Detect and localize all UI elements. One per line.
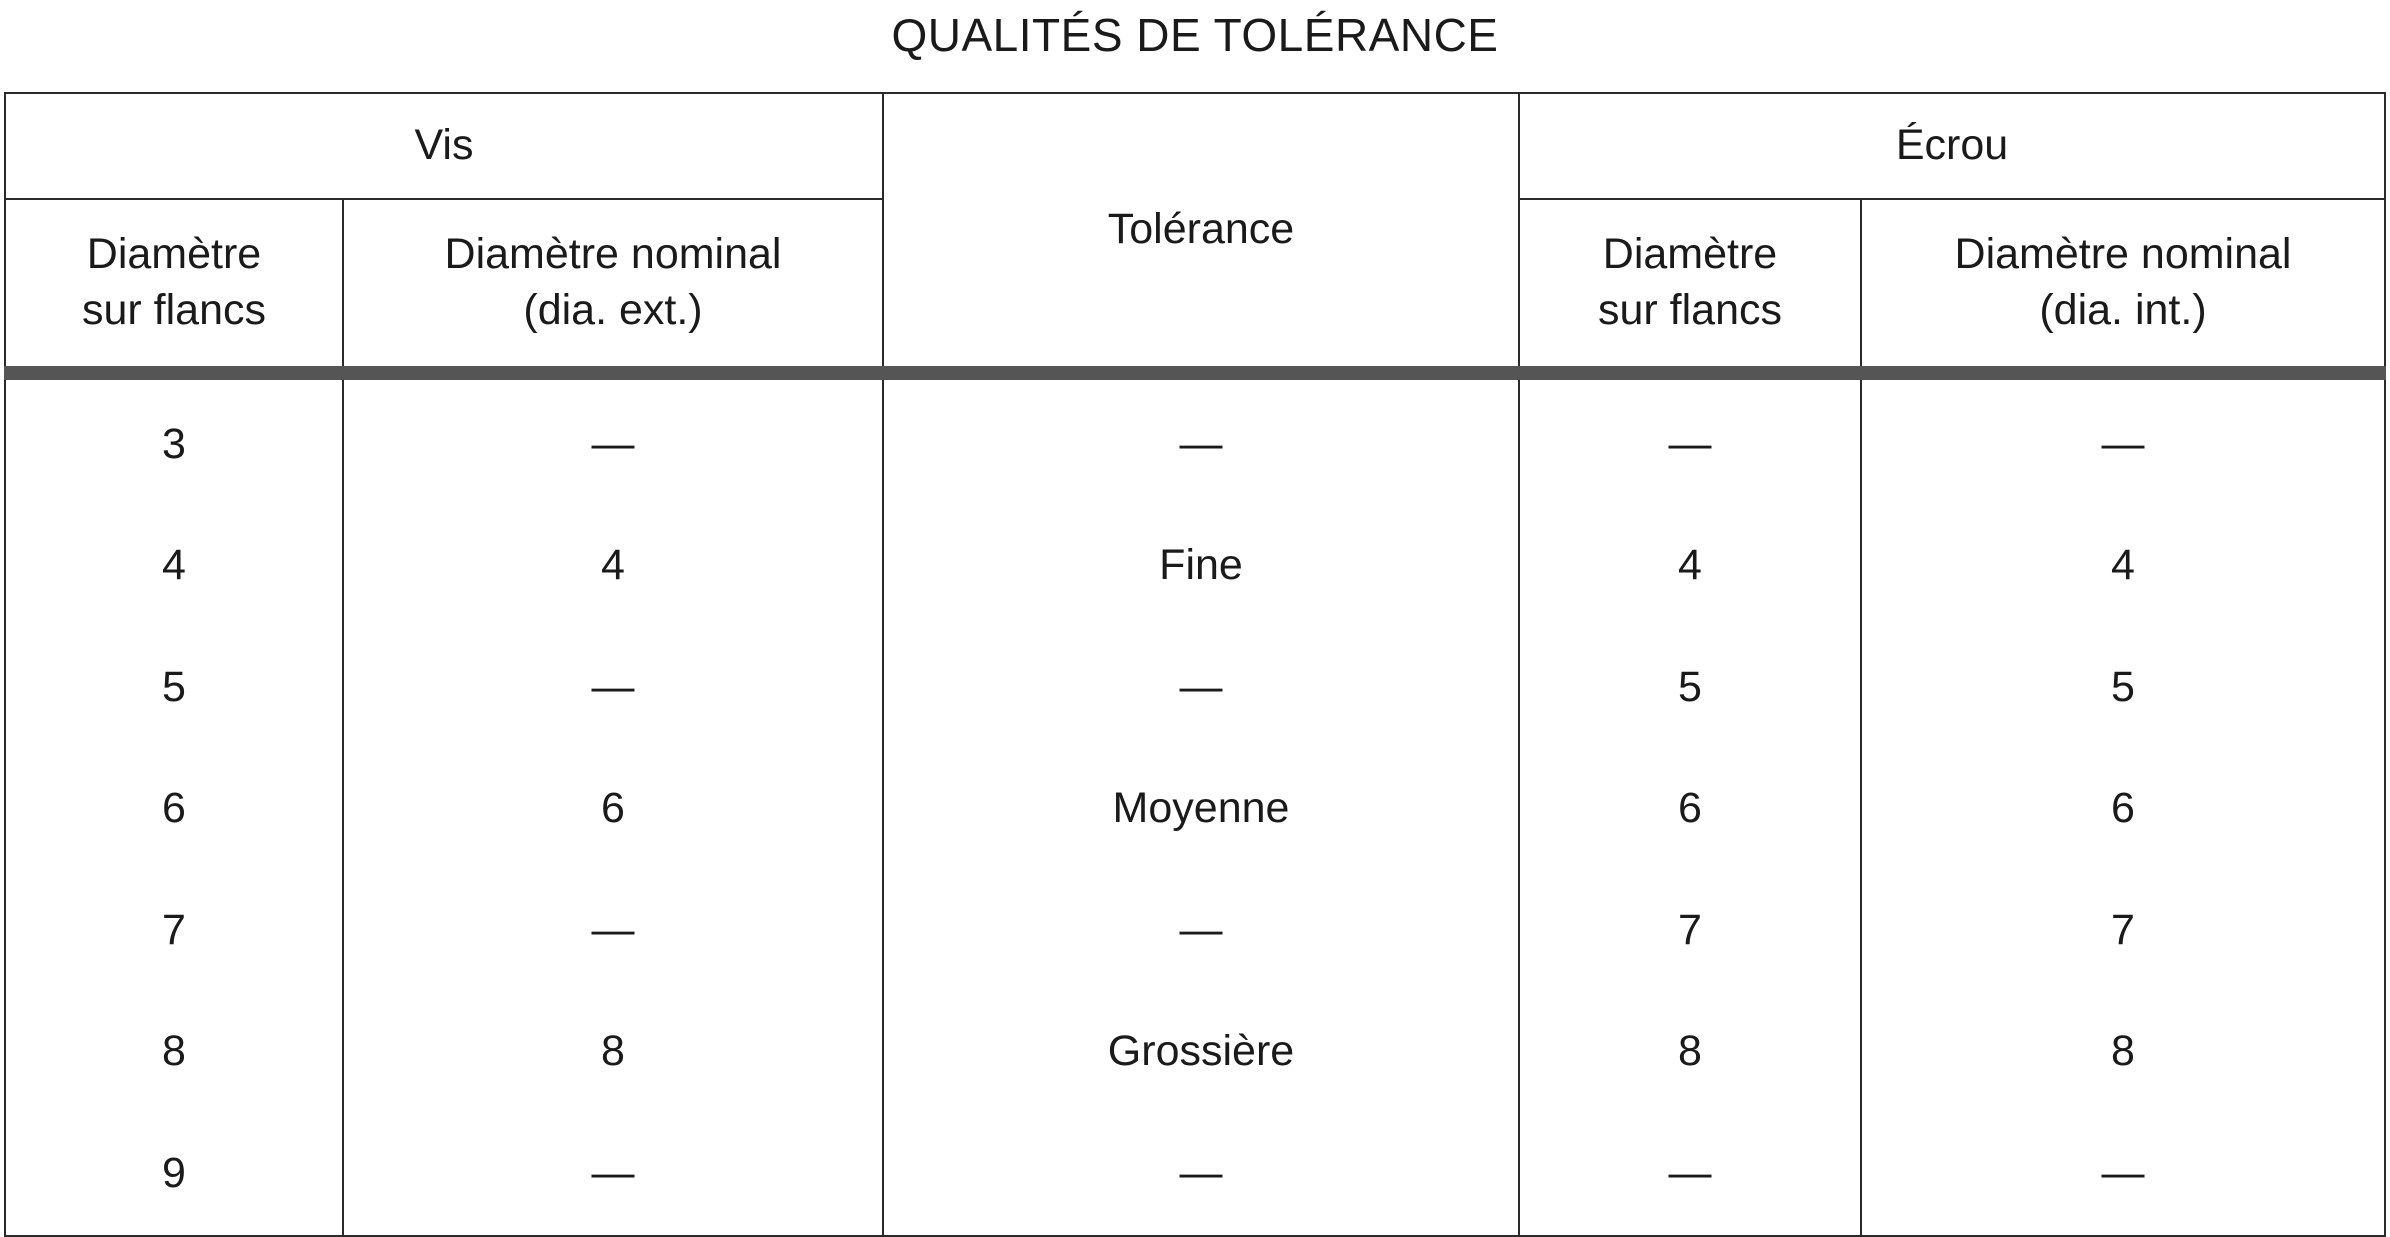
cell-ecrou-nominal: 5 <box>1861 627 2385 749</box>
cell-ecrou-nominal: 6 <box>1861 749 2385 871</box>
table-row <box>5 749 2385 871</box>
cell-ecrou-nominal: 8 <box>1861 992 2385 1114</box>
table-row <box>5 506 2385 628</box>
header-ecrou: Écrou <box>1519 93 2385 199</box>
header-vis-diametre-nominal: Diamètre nominal (dia. ext.) <box>343 199 883 373</box>
cell-vis-flancs: 6 <box>5 749 343 871</box>
cell-vis-flancs: 7 <box>5 870 343 992</box>
cell-ecrou-flancs: 8 <box>1519 992 1861 1114</box>
cell-tolerance: — <box>883 1113 1519 1236</box>
cell-vis-nominal: 8 <box>343 992 883 1114</box>
cell-vis-flancs: 9 <box>5 1113 343 1236</box>
table-title: QUALITÉS DE TOLÉRANCE <box>891 9 1499 61</box>
header-vis: Vis <box>5 93 883 199</box>
cell-tolerance: — <box>883 870 1519 992</box>
cell-vis-flancs: 8 <box>5 992 343 1114</box>
header-vis-diametre-flancs: Diamètre sur flancs <box>5 199 343 373</box>
cell-vis-flancs: 4 <box>5 506 343 628</box>
header-tolerance: Tolérance <box>883 93 1519 373</box>
tolerance-table <box>4 92 2386 1237</box>
cell-ecrou-flancs: 5 <box>1519 627 1861 749</box>
cell-ecrou-flancs: — <box>1519 1113 1861 1236</box>
table-row <box>5 627 2385 749</box>
table-row <box>5 870 2385 992</box>
cell-ecrou-flancs: 7 <box>1519 870 1861 992</box>
cell-vis-nominal: — <box>343 627 883 749</box>
table-row <box>5 992 2385 1114</box>
cell-vis-nominal: 6 <box>343 749 883 871</box>
cell-ecrou-nominal: — <box>1861 373 2385 506</box>
cell-vis-flancs: 3 <box>5 373 343 506</box>
cell-ecrou-flancs: — <box>1519 373 1861 506</box>
cell-vis-nominal: 4 <box>343 506 883 628</box>
cell-tolerance: — <box>883 627 1519 749</box>
header-ecrou-diametre-nominal: Diamètre nominal (dia. int.) <box>1861 199 2385 373</box>
cell-vis-nominal: — <box>343 1113 883 1236</box>
cell-ecrou-nominal: — <box>1861 1113 2385 1236</box>
cell-ecrou-nominal: 4 <box>1861 506 2385 628</box>
table-row <box>5 373 2385 506</box>
cell-tolerance: Fine <box>883 506 1519 628</box>
cell-ecrou-flancs: 4 <box>1519 506 1861 628</box>
cell-ecrou-flancs: 6 <box>1519 749 1861 871</box>
cell-tolerance: — <box>883 373 1519 506</box>
cell-vis-flancs: 5 <box>5 627 343 749</box>
cell-vis-nominal: — <box>343 373 883 506</box>
table-row <box>5 1113 2385 1236</box>
cell-tolerance: Grossière <box>883 992 1519 1114</box>
cell-vis-nominal: — <box>343 870 883 992</box>
cell-tolerance: Moyenne <box>883 749 1519 871</box>
cell-ecrou-nominal: 7 <box>1861 870 2385 992</box>
header-ecrou-diametre-flancs: Diamètre sur flancs <box>1519 199 1861 373</box>
